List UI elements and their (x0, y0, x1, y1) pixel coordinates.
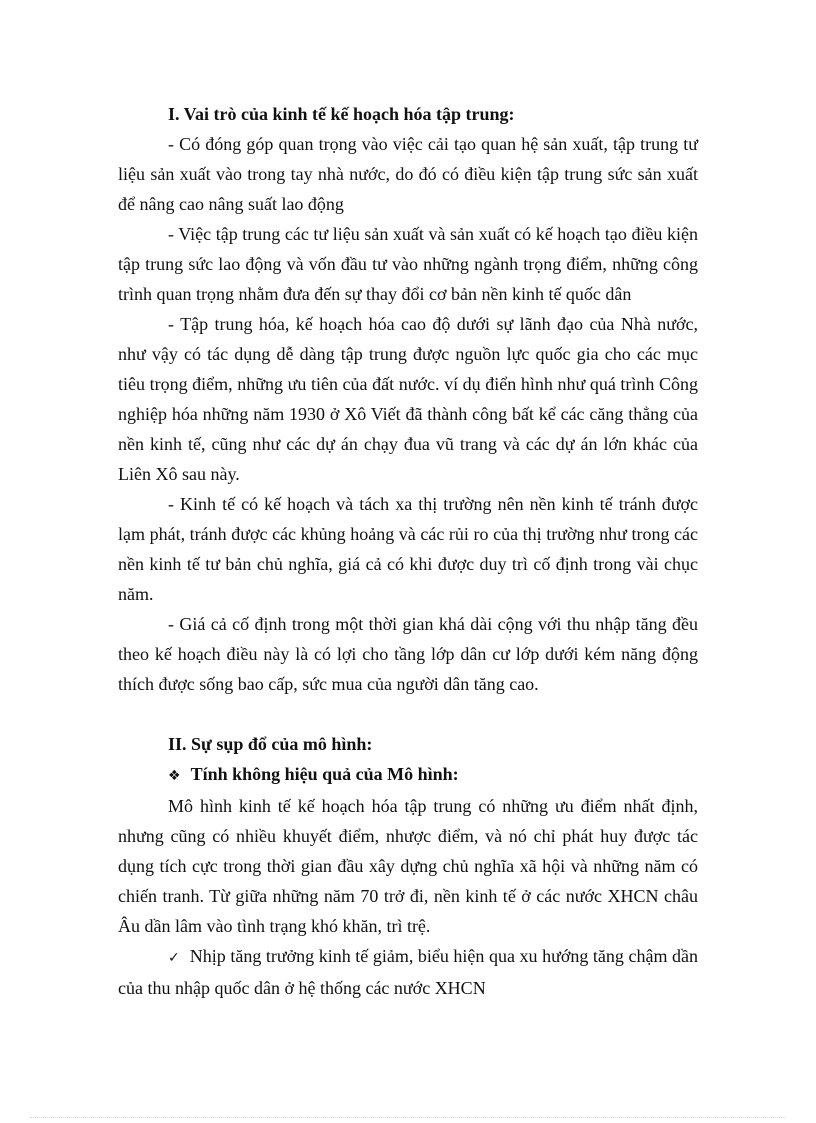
section-1-heading: I. Vai trò của kinh tế kế hoạch hóa tập trung: (168, 104, 515, 124)
section-2-heading: II. Sự sụp đổ của mô hình: (168, 734, 373, 754)
document-body (118, 99, 698, 1003)
section-1-paragraph-3: - Tập trung hóa, kế hoạch hóa cao độ dưới sự lãnh đạo của Nhà nước, như vậy có tác dụng dễ dàng tập trung được nguồn lực quốc gia cho các mục tiêu trọng điểm, những ưu tiên của đất nước. ví dụ điển hình như quá trình Công nghiệp hóa những năm 1930 ở Xô Viết đã thành công bất kể các căng thẳng của nền kinh tế, cũng như các dự án chạy đua vũ trang và các dự án lớn khác của Liên Xô sau này. (118, 314, 698, 484)
checkmark-bullet-icon: ✓ (168, 950, 180, 966)
page-bottom-divider (30, 1117, 786, 1118)
section-1-paragraph-4: - Kinh tế có kế hoạch và tách xa thị trường nên nền kinh tế tránh được lạm phát, tránh được các khủng hoảng và các rủi ro của thị trường như trong các nền kinh tế tư bản chủ nghĩa, giá cả có khi được duy trì cố định trong vài chục năm. (118, 494, 698, 604)
section-2 (118, 729, 698, 1003)
section-2-paragraph: Mô hình kinh tế kế hoạch hóa tập trung có những ưu điểm nhất định, nhưng cũng có nhiều khuyết điểm, nhược điểm, và nó chỉ phát huy được tác dụng tích cực trong thời gian đầu xây dựng chủ nghĩa xã hội và những năm có chiến tranh. Từ giữa những năm 70 trở đi, nền kinh tế ở các nước XHCN châu Âu dần lâm vào tình trạng khó khăn, trì trệ. (118, 796, 698, 936)
section-1-paragraph-5: - Giá cả cố định trong một thời gian khá dài cộng với thu nhập tăng đều theo kế hoạch điều này là có lợi cho tầng lớp dân cư lớp dưới kém năng động thích được sống bao cấp, sức mua của người dân tăng cao. (118, 614, 698, 694)
section-2-check-item (118, 941, 698, 1003)
section-2-check-item-text: Nhịp tăng trưởng kinh tế giảm, biểu hiện qua xu hướng tăng chậm dần của thu nhập quốc dân ở hệ thống các nước XHCN (118, 946, 698, 998)
section-1-paragraph-2: - Việc tập trung các tư liệu sản xuất và sản xuất có kế hoạch tạo điều kiện tập trung sức lao động và vốn đầu tư vào những ngành trọng điểm, những công trình quan trọng nhằm đưa đến sự thay đổi cơ bản nền kinh tế quốc dân (118, 224, 698, 304)
section-2-subheading-text: Tính không hiệu quả của Mô hình: (190, 764, 459, 784)
diamond-bullet-icon: ❖ (168, 768, 181, 784)
section-2-subheading (118, 759, 698, 791)
section-1-paragraph-1: - Có đóng góp quan trọng vào việc cải tạo quan hệ sản xuất, tập trung tư liệu sản xuất vào trong tay nhà nước, do đó có điều kiện tập trung sức sản xuất để nâng cao nâng suất lao động (118, 134, 698, 214)
